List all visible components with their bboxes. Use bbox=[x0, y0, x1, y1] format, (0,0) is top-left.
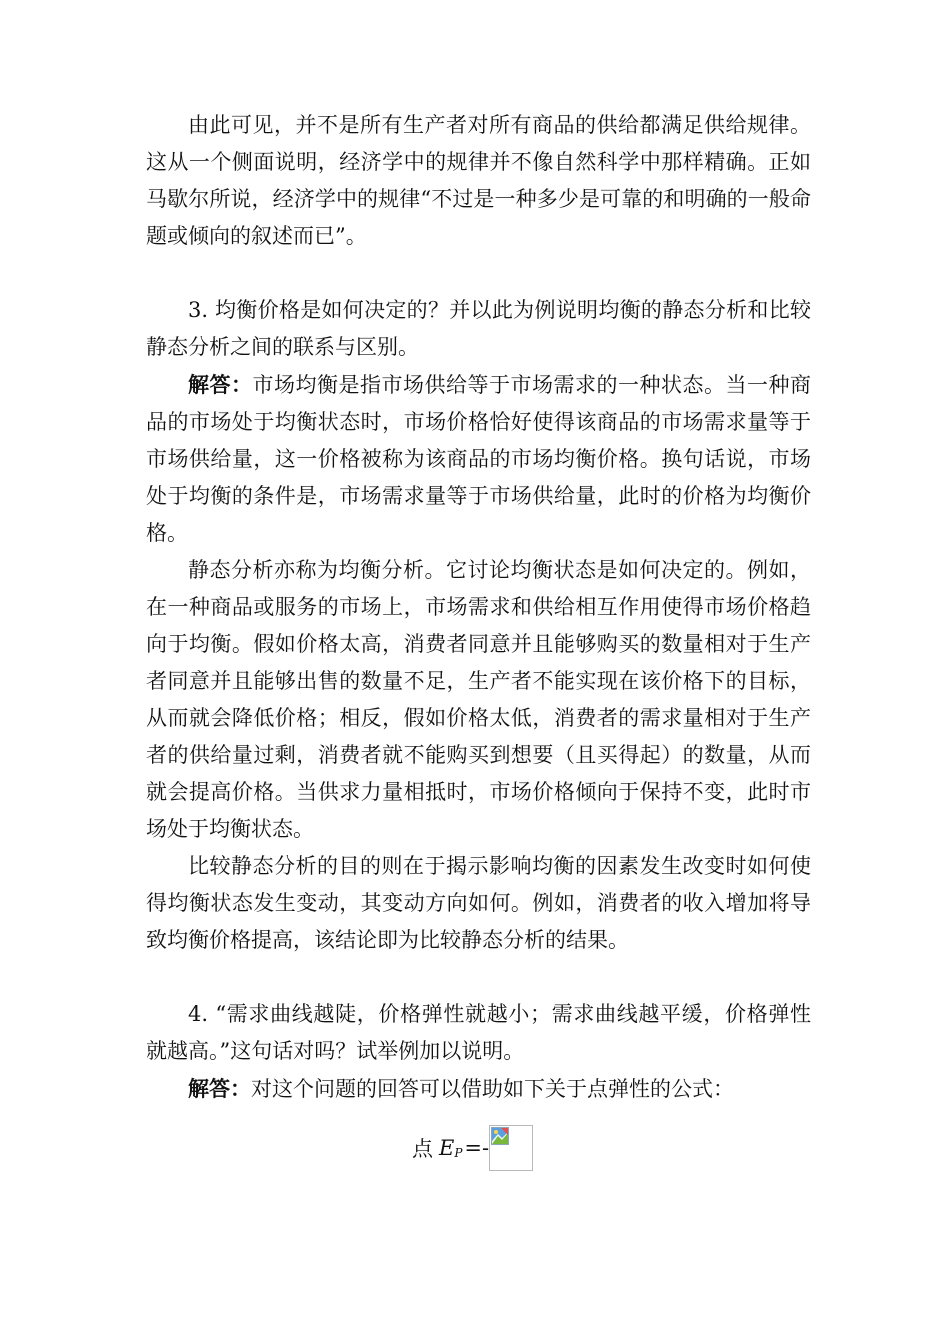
question-3: 3. 均衡价格是如何决定的？并以此为例说明均衡的静态分析和比较静态分析之间的联系与区别。 bbox=[146, 298, 811, 359]
broken-image-glyph-icon bbox=[491, 1127, 509, 1145]
formula-prefix: 点 bbox=[412, 1137, 433, 1161]
answer-4-text: 对这个问题的回答可以借助如下关于点弹性的公式： bbox=[251, 1077, 734, 1101]
answer-label: 解答： bbox=[188, 372, 253, 397]
answer-label: 解答： bbox=[188, 1076, 251, 1101]
formula-operator: =- bbox=[464, 1136, 490, 1160]
paragraph-comparative-static-analysis: 比较静态分析的目的则在于揭示影响均衡的因素发生改变时如何使得均衡状态发生变动，其变动方向如何。例如，消费者的收入增加将导致均衡价格提高，该结论即为比较静态分析的结果。 bbox=[146, 854, 811, 952]
document-body bbox=[146, 107, 811, 1108]
answer-4 bbox=[146, 1070, 811, 1108]
paragraph-supply-law-conclusion: 由此可见，并不是所有生产者对所有商品的供给都满足供给规律。这从一个侧面说明，经济学中的规律并不像自然科学中那样精确。正如马歇尔所说，经济学中的规律“不过是一种多少是可靠的和明确的一般命题或倾向的叙述而已”。 bbox=[146, 113, 811, 248]
formula-variable: E bbox=[439, 1136, 455, 1160]
answer-3-text: 市场均衡是指市场供给等于市场需求的一种状态。当一种商品的市场处于均衡状态时，市场价格恰好使得该商品的市场需求量等于市场供给量，这一价格被称为该商品的市场均衡价格。换句话说，市场处于均衡的条件是，市场需求量等于市场供给量，此时的价格为均衡价格。 bbox=[146, 373, 811, 545]
formula-subscript: P bbox=[454, 1146, 463, 1160]
question-4: 4. “需求曲线越陡，价格弹性就越小；需求曲线越平缓，价格弹性就越高。”这句话对吗？试举例加以说明。 bbox=[146, 1002, 811, 1063]
answer-3 bbox=[146, 366, 811, 552]
point-elasticity-formula bbox=[412, 1124, 533, 1172]
broken-image-icon bbox=[489, 1125, 533, 1171]
paragraph-static-analysis: 静态分析亦称为均衡分析。它讨论均衡状态是如何决定的。例如，在一种商品或服务的市场上，市场需求和供给相互作用使得市场价格趋向于均衡。假如价格太高，消费者同意并且能够购买的数量相对于生产者同意并且能够出售的数量不足，生产者不能实现在该价格下的目标，从而就会降低价格；相反，假如价格太低，消费者的需求量相对于生产者的供给量过剩，消费者就不能购买到想要（且买得起）的数量，从而就会提高价格。当供求力量相抵时，市场价格倾向于保持不变，此时市场处于均衡状态。 bbox=[146, 558, 811, 841]
